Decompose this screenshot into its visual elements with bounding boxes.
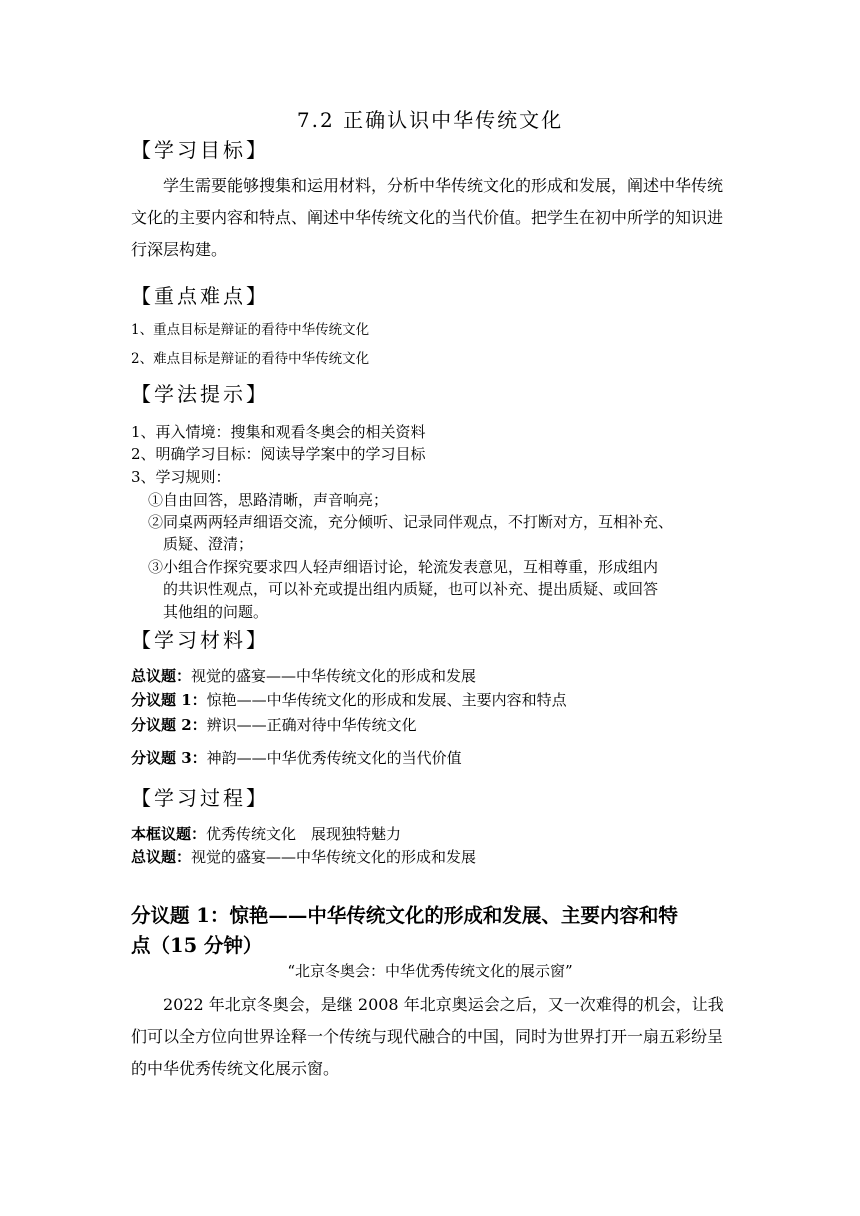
material-item — [131, 665, 476, 686]
process-label: 本框议题： — [131, 825, 207, 843]
quote-paragraph — [131, 989, 731, 1085]
method-item-2: 2、明确学习目标：阅读导学案中的学习目标 — [131, 445, 426, 463]
material-text: 辨识——正确对待中华传统文化 — [206, 716, 417, 734]
method-item-3: 3、学习规则： — [131, 468, 231, 486]
sub-topic-heading-line-2: 点（15 分钟） — [131, 934, 263, 957]
objectives-text: 学生需要能够搜集和运用材料，分析中华传统文化的形成和发展，阐述中华传统文化的主要内容和特点、阐述中华传统文化的当代价值。把学生在初中所学的知识进行深层构建。 — [131, 176, 724, 259]
objectives-heading: 【学习目标】 — [131, 138, 269, 162]
material-item — [131, 689, 567, 710]
rule-2: ②同桌两两轻声细语交流，充分倾听、记录同伴观点，不打断对方，互相补充、 — [148, 513, 674, 531]
process-item — [131, 823, 401, 844]
method-item-1: 1、再入情境：搜集和观看冬奥会的相关资料 — [131, 423, 426, 441]
method-heading: 【学法提示】 — [131, 382, 269, 406]
process-heading: 【学习过程】 — [131, 786, 269, 810]
rule-3-cont-2: 其他组的问题。 — [163, 603, 269, 621]
quote-text: 2022 年北京冬奥会，是继 2008 年北京奥运会之后，又一次难得的机会，让我们可以全方位向世界诠释一个传统与现代融合的中国，同时为世界打开一扇五彩纷呈的中华优秀传统文化展示窗。 — [131, 995, 724, 1078]
quote-title: “北京冬奥会：中华优秀传统文化的展示窗” — [287, 962, 573, 980]
material-label: 分议题 2： — [131, 716, 207, 734]
key-point-1: 1、重点目标是辩证的看待中华传统文化 — [131, 322, 370, 338]
process-text: 优秀传统文化 展现独特魅力 — [206, 825, 402, 843]
rule-1: ①自由回答，思路清晰，声音响亮； — [148, 491, 389, 509]
material-text: 惊艳——中华传统文化的形成和发展、主要内容和特点 — [206, 691, 567, 709]
key-point-2: 2、难点目标是辩证的看待中华传统文化 — [131, 351, 370, 367]
material-label: 总议题： — [131, 667, 192, 685]
material-item — [131, 747, 462, 768]
process-text: 视觉的盛宴——中华传统文化的形成和发展 — [191, 848, 477, 866]
page-title: 7.2 正确认识中华传统文化 — [296, 108, 564, 132]
materials-heading: 【学习材料】 — [131, 628, 269, 652]
process-label: 总议题： — [131, 848, 192, 866]
rule-2-cont: 质疑、澄清； — [163, 535, 254, 553]
sub-topic-heading-line-1: 分议题 1：惊艳——中华传统文化的形成和发展、主要内容和特 — [131, 904, 678, 927]
material-text: 神韵——中华优秀传统文化的当代价值 — [206, 749, 462, 767]
material-item — [131, 714, 417, 735]
material-label: 分议题 3： — [131, 749, 207, 767]
objectives-paragraph — [131, 170, 731, 266]
rule-3-cont-1: 的共识性观点，可以补充或提出组内质疑，也可以补充、提出质疑、或回答 — [163, 580, 659, 598]
material-text: 视觉的盛宴——中华传统文化的形成和发展 — [191, 667, 477, 685]
process-item — [131, 846, 476, 867]
rule-3: ③小组合作探究要求四人轻声细语讨论，轮流发表意见，互相尊重，形成组内 — [148, 558, 659, 576]
key-heading: 【重点难点】 — [131, 284, 269, 308]
material-label: 分议题 1： — [131, 691, 207, 709]
